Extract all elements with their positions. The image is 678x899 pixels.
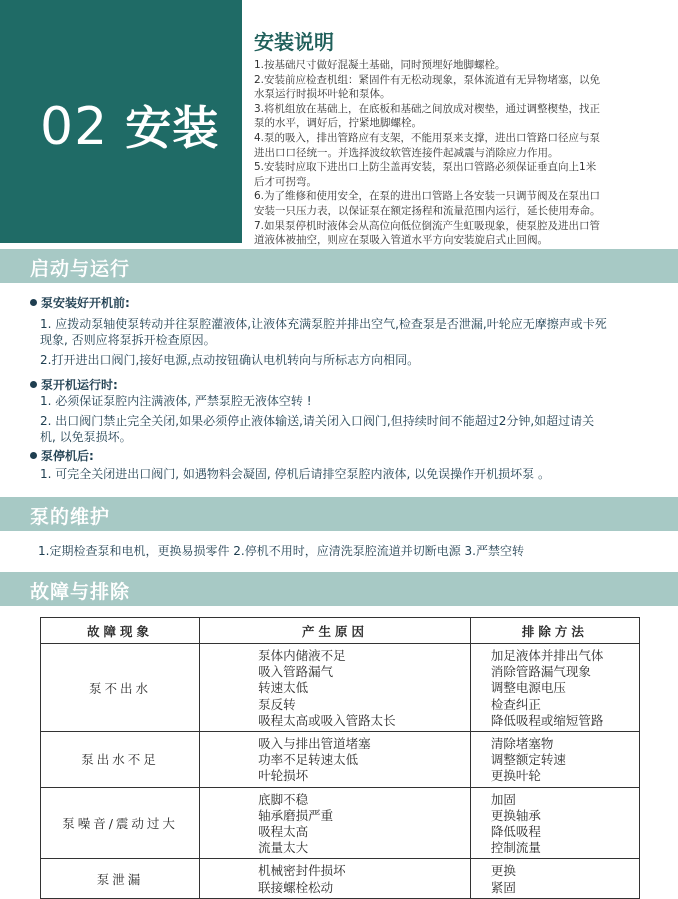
install-line: 2.安装前应检查机组：紧固件有无松动现象，泵体流道有无异物堵塞，以免 bbox=[254, 73, 601, 86]
fault-causes: 底脚不稳 轴承磨损严重 吸程太高 流量太大 bbox=[200, 787, 471, 859]
table-header: 故障现象 bbox=[41, 618, 200, 644]
fault-phenomenon: 泵泄漏 bbox=[41, 859, 200, 898]
section-name: 安装 bbox=[125, 101, 220, 155]
fault-table bbox=[40, 617, 640, 899]
install-line: 5.安装时应取下进出口上防尘盖再安装，泵出口管路必须保证垂直向上1米 bbox=[254, 161, 597, 174]
list-item: 2.打开进出口阀门,接好电源,点动按钮确认电机转向与所标志方向相同。 bbox=[40, 353, 420, 367]
install-line: 水泵运行时损坏叶轮和泵体。 bbox=[254, 88, 391, 101]
fault-fixes: 加足液体并排出气体 消除管路漏气现象 调整电源电压 检查纠正 降低吸程或缩短管路 bbox=[470, 644, 639, 732]
maintenance-band bbox=[0, 497, 678, 531]
list-item: 现象, 否则应将泵拆开检查原因。 bbox=[40, 333, 216, 347]
install-instructions bbox=[254, 30, 672, 248]
install-line: 进出口口径统一。并选择波纹软管连接件起减震与消除应力作用。 bbox=[254, 146, 559, 159]
install-line: 3.将机组放在基础上，在底板和基础之间放成对楔垫，通过调整楔垫，找正 bbox=[254, 102, 601, 115]
table-row bbox=[41, 787, 640, 859]
running-text bbox=[40, 393, 660, 445]
install-line: 安装一只压力表，以保证泵在额定扬程和流量范围内运行，延长使用寿命。 bbox=[254, 204, 601, 217]
list-item: 2. 出口阀门禁止完全关闭,如果必须停止液体输送,请关闭入口阀门,但持续时间不能超过2分钟,如超过请关 bbox=[40, 414, 595, 428]
install-line: 1.按基础尺寸做好混凝土基础，同时预埋好地脚螺栓。 bbox=[254, 59, 506, 71]
before-start-heading: 泵安装好开机前: bbox=[30, 294, 130, 311]
faults-band bbox=[0, 572, 678, 606]
table-row bbox=[41, 859, 640, 898]
startup-band-title: 启动与运行 bbox=[30, 258, 131, 280]
bullet-icon bbox=[30, 299, 37, 306]
fault-fixes: 清除堵塞物 调整额定转速 更换叶轮 bbox=[470, 732, 639, 788]
list-item: 1. 必须保证泵腔内注满液体, 严禁泵腔无液体空转 ! bbox=[40, 394, 312, 408]
list-item: 1. 可完全关闭进出口阀门, 如遇物料会凝固, 停机后请排空泵腔内液体, 以免误操作开机损坏泵 。 bbox=[40, 467, 550, 481]
hero-block bbox=[0, 0, 242, 243]
section-title bbox=[40, 92, 219, 158]
install-line: 后才可拐弯。 bbox=[254, 175, 317, 188]
fault-phenomenon: 泵不出水 bbox=[41, 644, 200, 732]
table-row bbox=[41, 732, 640, 788]
maintenance-text: 1.定期检查泵和电机，更换易损零件 2.停机不用时，应清洗泵腔流道并切断电源 3.严禁空转 bbox=[38, 544, 524, 558]
stop-heading: 泵停机后: bbox=[30, 447, 94, 464]
running-heading: 泵开机运行时: bbox=[30, 376, 118, 393]
fault-phenomenon: 泵出水不足 bbox=[41, 732, 200, 788]
fault-causes: 机械密封件损坏 联接螺栓松动 bbox=[200, 859, 471, 898]
table-header-row bbox=[41, 618, 640, 644]
fault-fixes: 更换 紧固 bbox=[470, 859, 639, 898]
table-row bbox=[41, 644, 640, 732]
fault-phenomenon: 泵噪音/震动过大 bbox=[41, 787, 200, 859]
stop-text bbox=[40, 466, 660, 482]
bullet-icon bbox=[30, 381, 37, 388]
install-line: 道液体被抽空，则应在泵吸入管道水平方向安装旋启式止回阀。 bbox=[254, 234, 548, 247]
list-item: 1. 应拨动泵轴使泵转动并往泵腔灌液体,让液体充满泵腔并排出空气,检查泵是否泄漏,叶轮应无摩擦声或卡死 bbox=[40, 317, 607, 331]
list-item: 机, 以免泵损坏。 bbox=[40, 430, 132, 444]
install-heading: 安装说明 bbox=[254, 30, 334, 54]
fault-causes: 泵体内储液不足 吸入管路漏气 转速太低 泵反转 吸程太高或吸入管路太长 bbox=[200, 644, 471, 732]
table-header: 产生原因 bbox=[200, 618, 471, 644]
install-line: 4.泵的吸入，排出管路应有支架，不能用泵来支撑，进出口管路口径应与泵 bbox=[254, 131, 601, 144]
bullet-icon bbox=[30, 452, 37, 459]
faults-band-title: 故障与排除 bbox=[30, 581, 131, 603]
table-header: 排除方法 bbox=[470, 618, 639, 644]
fault-causes: 吸入与排出管道堵塞 功率不足转速太低 叶轮损坏 bbox=[200, 732, 471, 788]
fault-fixes: 加固 更换轴承 降低吸程 控制流量 bbox=[470, 787, 639, 859]
maintenance-band-title: 泵的维护 bbox=[30, 506, 111, 528]
install-line: 泵的水平，调好后，拧紧地脚螺栓。 bbox=[254, 117, 422, 130]
startup-band bbox=[0, 249, 678, 283]
install-line: 7.如果泵停机时液体会从高位向低位倒流产生虹吸现象，使泵腔及进出口管 bbox=[254, 219, 601, 232]
install-line: 6.为了维修和使用安全，在泵的进出口管路上各安装一只调节阀及在泵出口 bbox=[254, 190, 601, 203]
before-start-text bbox=[40, 316, 660, 368]
section-number: 02 bbox=[40, 97, 109, 157]
